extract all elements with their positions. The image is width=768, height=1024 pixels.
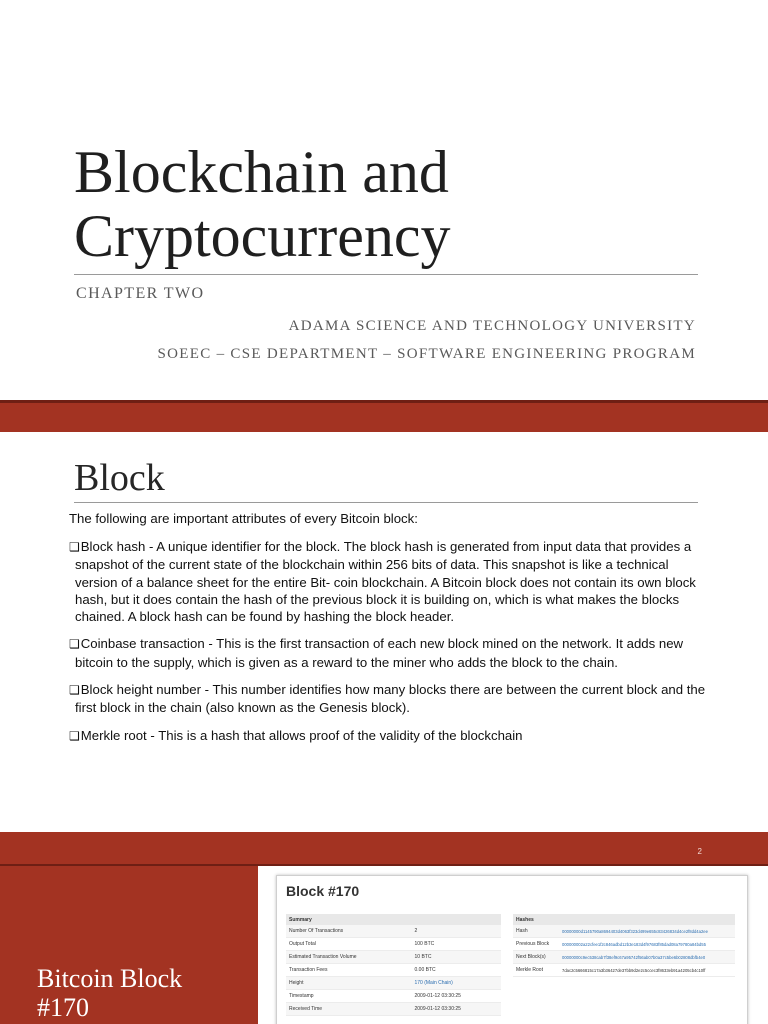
block-explorer-screenshot: [276, 875, 748, 1024]
university-name: ADAMA SCIENCE AND TECHNOLOGY UNIVERSITY: [288, 318, 696, 334]
table-row: Number Of Transactions 2: [286, 925, 501, 938]
table-row: Estimated Transaction Volume 10 BTC: [286, 951, 501, 964]
slide-divider-bar: [0, 403, 768, 432]
presentation-title: [74, 140, 451, 268]
title-line-1: Blockchain and: [74, 139, 449, 205]
title-divider: [74, 274, 698, 275]
slide-header-bar: [0, 832, 768, 864]
table-row: Received Time 2009-01-12 03:30:25: [286, 1003, 501, 1016]
block-heading: Block #170: [286, 883, 360, 899]
checkbox-bullet-icon: ❑: [69, 683, 80, 698]
title-line-2: Cryptocurrency: [74, 203, 451, 269]
list-item: ❑Block hash - A unique identifier for the block. The block hash is generated from input data that provides a snapshot of the current state of the blockchain within 256 bits of data. This snapshot is like a technical version of a balance sheet for the entire Bit- coin blockchain. A Bitcoin block does not contain its own block hash, but it does contain the hash of the previous block it is building on, which is what makes the blocks chained. A block hash can be found by hashing the block header.: [69, 539, 696, 625]
block-attributes-slide: [0, 432, 768, 832]
bitcoin-block-slide: [0, 832, 768, 1024]
table-row: Merkle Root 7dac2c5666815c17a3b36427de37bb9d2e2c5ccec3f8633eb91a4205cb4c10ff: [513, 964, 735, 977]
checkbox-bullet-icon: ❑: [69, 728, 80, 743]
checkbox-bullet-icon: ❑: [69, 637, 80, 652]
slide-title: Block: [74, 457, 165, 499]
page-number: 2: [697, 847, 702, 856]
table-row: Output Total 100 BTC: [286, 938, 501, 951]
list-item: ❑Coinbase transaction - This is the first transaction of each new block mined on the network. It adds new bitcoin to the supply, which is given as a reward to the miner who adds the block to the chain.: [69, 636, 684, 670]
table-row: Previous Block 000000002a22cfee1f2c846adbd12b3e183d4f97683f85dad08a79780a84bd55: [513, 938, 735, 951]
checkbox-bullet-icon: ❑: [69, 540, 80, 554]
attribute-list: [69, 538, 709, 755]
list-item: ❑Block height number - This number identifies how many blocks there are between the current block and the first block in the chain (also known as the Genesis block).: [69, 682, 706, 716]
summary-table: [286, 914, 501, 1016]
hashes-table: [513, 914, 735, 977]
table-row: Height 170 (Main Chain): [286, 977, 501, 990]
hashes-header: Hashes: [513, 914, 735, 925]
title-slide: [0, 0, 768, 400]
department-name: SOEEC – CSE DEPARTMENT – SOFTWARE ENGINEERING PROGRAM: [157, 346, 696, 362]
slide-title: Bitcoin Block #170: [37, 964, 183, 1022]
table-row: Next Block(s) 00000000c9ec538cab7f38ef9c67a95742f56ab07b0a37c5be6b02808dbfb4e0: [513, 951, 735, 964]
slide-title-divider: [74, 502, 698, 503]
list-item: ❑Merkle root - This is a hash that allows proof of the validity of the blockchain: [69, 727, 523, 743]
table-row: Transaction Fees 0.00 BTC: [286, 964, 501, 977]
intro-text: The following are important attributes of every Bitcoin block:: [69, 511, 418, 526]
table-row: Hash 00000000d1145790a8694403d4063f323d499e655c83426834d4ce2f8dd4a2ee: [513, 925, 735, 938]
summary-header: Summary: [286, 914, 501, 925]
chapter-label: CHAPTER TWO: [76, 285, 205, 302]
slide-side-panel: [0, 866, 258, 1024]
table-row: Timestamp 2009-01-12 03:30:25: [286, 990, 501, 1003]
